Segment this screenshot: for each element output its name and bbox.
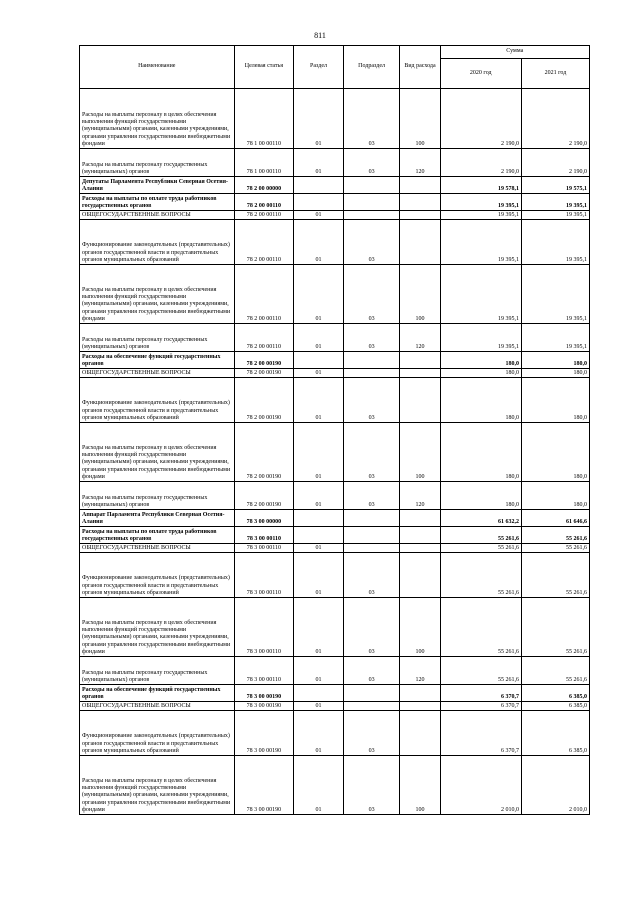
row-section: 01 xyxy=(294,544,343,553)
row-section: 01 xyxy=(294,756,343,815)
header-year-2021: 2021 год xyxy=(521,59,589,89)
row-target: 78 2 00 00110 xyxy=(234,220,294,265)
row-section: 01 xyxy=(294,149,343,177)
row-amount-2020: 180,0 xyxy=(440,369,521,378)
row-subsection: 03 xyxy=(343,482,400,510)
row-target: 78 3 00 00190 xyxy=(234,685,294,702)
row-name: Расходы на выплаты персоналу государственных (муниципальных) органов xyxy=(80,657,235,685)
row-amount-2020: 2 190,0 xyxy=(440,149,521,177)
row-target: 78 3 00 00190 xyxy=(234,711,294,756)
row-expense-type xyxy=(400,369,440,378)
row-expense-type xyxy=(400,553,440,598)
row-expense-type: 120 xyxy=(400,482,440,510)
row-target: 78 2 00 00000 xyxy=(234,177,294,194)
row-name: Расходы на обеспечение функций государственных органов xyxy=(80,352,235,369)
row-section xyxy=(294,527,343,544)
row-section: 01 xyxy=(294,423,343,482)
row-name: ОБЩЕГОСУДАРСТВЕННЫЕ ВОПРОСЫ xyxy=(80,369,235,378)
table-row xyxy=(80,149,590,177)
row-target: 78 3 00 00110 xyxy=(234,657,294,685)
row-amount-2021: 55 261,6 xyxy=(521,657,589,685)
row-name: Аппарат Парламента Республики Северная Осетия-Алания xyxy=(80,510,235,527)
row-amount-2020: 19 395,1 xyxy=(440,194,521,211)
table-row xyxy=(80,553,590,598)
row-amount-2021: 19 395,1 xyxy=(521,194,589,211)
row-amount-2020: 6 370,7 xyxy=(440,702,521,711)
row-subsection xyxy=(343,544,400,553)
table-row xyxy=(80,324,590,352)
row-name: Функционирование законодательных (представительных) органов государственной власти и представительных органов муниципальных образований xyxy=(80,378,235,423)
row-name: Расходы на выплаты персоналу в целях обеспечения выполнения функций государственными (муниципальными) органами, казенными учреждениями, органами управления государственными внебюджетными фондами xyxy=(80,756,235,815)
table-row xyxy=(80,423,590,482)
row-target: 78 3 00 00110 xyxy=(234,553,294,598)
table-row xyxy=(80,527,590,544)
row-amount-2021: 61 646,6 xyxy=(521,510,589,527)
row-amount-2021: 19 575,1 xyxy=(521,177,589,194)
row-amount-2020: 2 190,0 xyxy=(440,89,521,149)
row-target: 78 2 00 00110 xyxy=(234,194,294,211)
row-amount-2020: 180,0 xyxy=(440,378,521,423)
table-row xyxy=(80,702,590,711)
row-target: 78 2 00 00190 xyxy=(234,423,294,482)
row-section: 01 xyxy=(294,657,343,685)
table-row xyxy=(80,598,590,657)
row-name: Расходы на выплаты персоналу государственных (муниципальных) органов xyxy=(80,324,235,352)
table-row xyxy=(80,211,590,220)
row-expense-type xyxy=(400,378,440,423)
row-amount-2021: 2 190,0 xyxy=(521,149,589,177)
row-target: 78 2 00 00190 xyxy=(234,378,294,423)
row-target: 78 2 00 00110 xyxy=(234,265,294,324)
row-amount-2020: 180,0 xyxy=(440,352,521,369)
row-amount-2021: 2 010,0 xyxy=(521,756,589,815)
row-expense-type xyxy=(400,211,440,220)
row-section: 01 xyxy=(294,702,343,711)
row-subsection xyxy=(343,194,400,211)
row-amount-2020: 180,0 xyxy=(440,423,521,482)
row-target: 78 3 00 00190 xyxy=(234,756,294,815)
row-name: Функционирование законодательных (представительных) органов государственной власти и представительных органов муниципальных образований xyxy=(80,553,235,598)
row-target: 78 2 00 00190 xyxy=(234,369,294,378)
table-row xyxy=(80,265,590,324)
row-expense-type: 120 xyxy=(400,149,440,177)
table-row xyxy=(80,194,590,211)
row-amount-2021: 6 385,0 xyxy=(521,685,589,702)
row-amount-2020: 2 010,0 xyxy=(440,756,521,815)
row-name: ОБЩЕГОСУДАРСТВЕННЫЕ ВОПРОСЫ xyxy=(80,211,235,220)
header-name: Наименование xyxy=(80,46,235,89)
row-amount-2020: 19 395,1 xyxy=(440,220,521,265)
row-amount-2021: 180,0 xyxy=(521,482,589,510)
row-target: 78 2 00 00190 xyxy=(234,482,294,510)
table-row xyxy=(80,220,590,265)
row-section xyxy=(294,685,343,702)
row-section xyxy=(294,177,343,194)
header-expense-type: Вид расхода xyxy=(400,46,440,89)
row-expense-type: 100 xyxy=(400,89,440,149)
table-row xyxy=(80,369,590,378)
row-subsection xyxy=(343,510,400,527)
header-year-2020: 2020 год xyxy=(440,59,521,89)
table-row xyxy=(80,89,590,149)
table-row xyxy=(80,177,590,194)
row-amount-2020: 19 578,1 xyxy=(440,177,521,194)
row-name: Расходы на выплаты персоналу государственных (муниципальных) органов xyxy=(80,482,235,510)
row-subsection: 03 xyxy=(343,220,400,265)
header-subsection: Подраздел xyxy=(343,46,400,89)
row-amount-2021: 6 385,0 xyxy=(521,702,589,711)
row-amount-2020: 19 395,1 xyxy=(440,324,521,352)
row-name: Расходы на выплаты по оплате труда работников государственных органов xyxy=(80,194,235,211)
row-amount-2021: 19 395,1 xyxy=(521,220,589,265)
row-name: Расходы на обеспечение функций государственных органов xyxy=(80,685,235,702)
row-section: 01 xyxy=(294,598,343,657)
row-subsection xyxy=(343,685,400,702)
row-section: 01 xyxy=(294,324,343,352)
budget-table xyxy=(79,45,590,815)
row-expense-type xyxy=(400,352,440,369)
row-amount-2020: 180,0 xyxy=(440,482,521,510)
row-target: 78 2 00 00110 xyxy=(234,211,294,220)
row-expense-type: 100 xyxy=(400,756,440,815)
row-target: 78 3 00 00110 xyxy=(234,527,294,544)
table-row xyxy=(80,544,590,553)
row-target: 78 2 00 00110 xyxy=(234,324,294,352)
row-name: Расходы на выплаты персоналу в целях обеспечения выполнения функций государственными (муниципальными) органами, казенными учреждениями, органами управления государственными внебюджетными фондами xyxy=(80,89,235,149)
row-amount-2021: 180,0 xyxy=(521,423,589,482)
table-row xyxy=(80,657,590,685)
row-section xyxy=(294,194,343,211)
row-subsection: 03 xyxy=(343,711,400,756)
row-name: ОБЩЕГОСУДАРСТВЕННЫЕ ВОПРОСЫ xyxy=(80,544,235,553)
row-amount-2021: 2 190,0 xyxy=(521,89,589,149)
row-expense-type: 120 xyxy=(400,657,440,685)
row-subsection: 03 xyxy=(343,149,400,177)
row-amount-2021: 55 261,6 xyxy=(521,544,589,553)
row-section: 01 xyxy=(294,265,343,324)
row-amount-2020: 55 261,6 xyxy=(440,598,521,657)
header-section: Раздел xyxy=(294,46,343,89)
page-number: 811 xyxy=(314,31,326,40)
row-expense-type xyxy=(400,702,440,711)
row-target: 78 1 00 00110 xyxy=(234,149,294,177)
row-expense-type: 100 xyxy=(400,423,440,482)
row-amount-2021: 19 395,1 xyxy=(521,324,589,352)
row-subsection: 03 xyxy=(343,378,400,423)
row-amount-2021: 180,0 xyxy=(521,378,589,423)
row-expense-type: 120 xyxy=(400,324,440,352)
row-subsection xyxy=(343,352,400,369)
row-amount-2021: 55 261,6 xyxy=(521,553,589,598)
row-name: Расходы на выплаты персоналу в целях обеспечения выполнения функций государственными (муниципальными) органами, казенными учреждениями, органами управления государственными внебюджетными фондами xyxy=(80,598,235,657)
row-subsection xyxy=(343,369,400,378)
row-subsection: 03 xyxy=(343,265,400,324)
row-amount-2021: 180,0 xyxy=(521,369,589,378)
row-subsection xyxy=(343,702,400,711)
row-section xyxy=(294,510,343,527)
row-section: 01 xyxy=(294,220,343,265)
row-subsection xyxy=(343,527,400,544)
row-section: 01 xyxy=(294,711,343,756)
row-target: 78 3 00 00000 xyxy=(234,510,294,527)
row-amount-2021: 55 261,6 xyxy=(521,598,589,657)
row-name: Расходы на выплаты персоналу в целях обеспечения выполнения функций государственными (муниципальными) органами, казенными учреждениями, органами управления государственными внебюджетными фондами xyxy=(80,265,235,324)
row-name: Расходы на выплаты персоналу в целях обеспечения выполнения функций государственными (муниципальными) органами, казенными учреждениями, органами управления государственными внебюджетными фондами xyxy=(80,423,235,482)
header-sum: Сумма xyxy=(440,46,589,59)
row-name: Расходы на выплаты персоналу государственных (муниципальных) органов xyxy=(80,149,235,177)
row-amount-2020: 19 395,1 xyxy=(440,265,521,324)
row-expense-type: 100 xyxy=(400,265,440,324)
row-amount-2020: 55 261,6 xyxy=(440,527,521,544)
row-target: 78 1 00 00110 xyxy=(234,89,294,149)
row-name: Депутаты Парламента Республики Северная Осетия-Алания xyxy=(80,177,235,194)
row-section: 01 xyxy=(294,369,343,378)
row-subsection: 03 xyxy=(343,89,400,149)
row-expense-type xyxy=(400,685,440,702)
row-amount-2020: 55 261,6 xyxy=(440,657,521,685)
row-amount-2021: 19 395,1 xyxy=(521,211,589,220)
row-expense-type xyxy=(400,527,440,544)
row-amount-2020: 19 395,1 xyxy=(440,211,521,220)
table-row xyxy=(80,378,590,423)
row-section: 01 xyxy=(294,211,343,220)
row-name: Расходы на выплаты по оплате труда работников государственных органов xyxy=(80,527,235,544)
row-expense-type xyxy=(400,194,440,211)
table-row xyxy=(80,482,590,510)
row-subsection xyxy=(343,177,400,194)
table-row xyxy=(80,685,590,702)
row-expense-type xyxy=(400,711,440,756)
row-section: 01 xyxy=(294,89,343,149)
row-target: 78 2 00 00190 xyxy=(234,352,294,369)
header-target: Целевая статья xyxy=(234,46,294,89)
row-name: Функционирование законодательных (представительных) органов государственной власти и представительных органов муниципальных образований xyxy=(80,220,235,265)
row-section: 01 xyxy=(294,378,343,423)
row-amount-2020: 55 261,6 xyxy=(440,544,521,553)
row-subsection: 03 xyxy=(343,553,400,598)
row-subsection: 03 xyxy=(343,423,400,482)
row-name: Функционирование законодательных (представительных) органов государственной власти и представительных органов муниципальных образований xyxy=(80,711,235,756)
row-amount-2021: 180,0 xyxy=(521,352,589,369)
row-subsection: 03 xyxy=(343,756,400,815)
row-section: 01 xyxy=(294,482,343,510)
row-subsection xyxy=(343,211,400,220)
table-header xyxy=(80,46,590,89)
table-row xyxy=(80,711,590,756)
row-amount-2021: 55 261,6 xyxy=(521,527,589,544)
row-expense-type xyxy=(400,177,440,194)
row-expense-type xyxy=(400,220,440,265)
row-target: 78 3 00 00110 xyxy=(234,544,294,553)
row-amount-2021: 19 395,1 xyxy=(521,265,589,324)
table-row xyxy=(80,352,590,369)
row-subsection: 03 xyxy=(343,598,400,657)
row-amount-2020: 55 261,6 xyxy=(440,553,521,598)
row-section xyxy=(294,352,343,369)
row-target: 78 3 00 00110 xyxy=(234,598,294,657)
row-amount-2020: 6 370,7 xyxy=(440,685,521,702)
row-subsection: 03 xyxy=(343,324,400,352)
row-amount-2020: 6 370,7 xyxy=(440,711,521,756)
row-expense-type xyxy=(400,510,440,527)
row-target: 78 3 00 00190 xyxy=(234,702,294,711)
row-name: ОБЩЕГОСУДАРСТВЕННЫЕ ВОПРОСЫ xyxy=(80,702,235,711)
table-body xyxy=(80,89,590,815)
table-row xyxy=(80,510,590,527)
row-subsection: 03 xyxy=(343,657,400,685)
row-expense-type: 100 xyxy=(400,598,440,657)
row-expense-type xyxy=(400,544,440,553)
row-amount-2020: 61 632,2 xyxy=(440,510,521,527)
row-section: 01 xyxy=(294,553,343,598)
table-row xyxy=(80,756,590,815)
row-amount-2021: 6 385,0 xyxy=(521,711,589,756)
